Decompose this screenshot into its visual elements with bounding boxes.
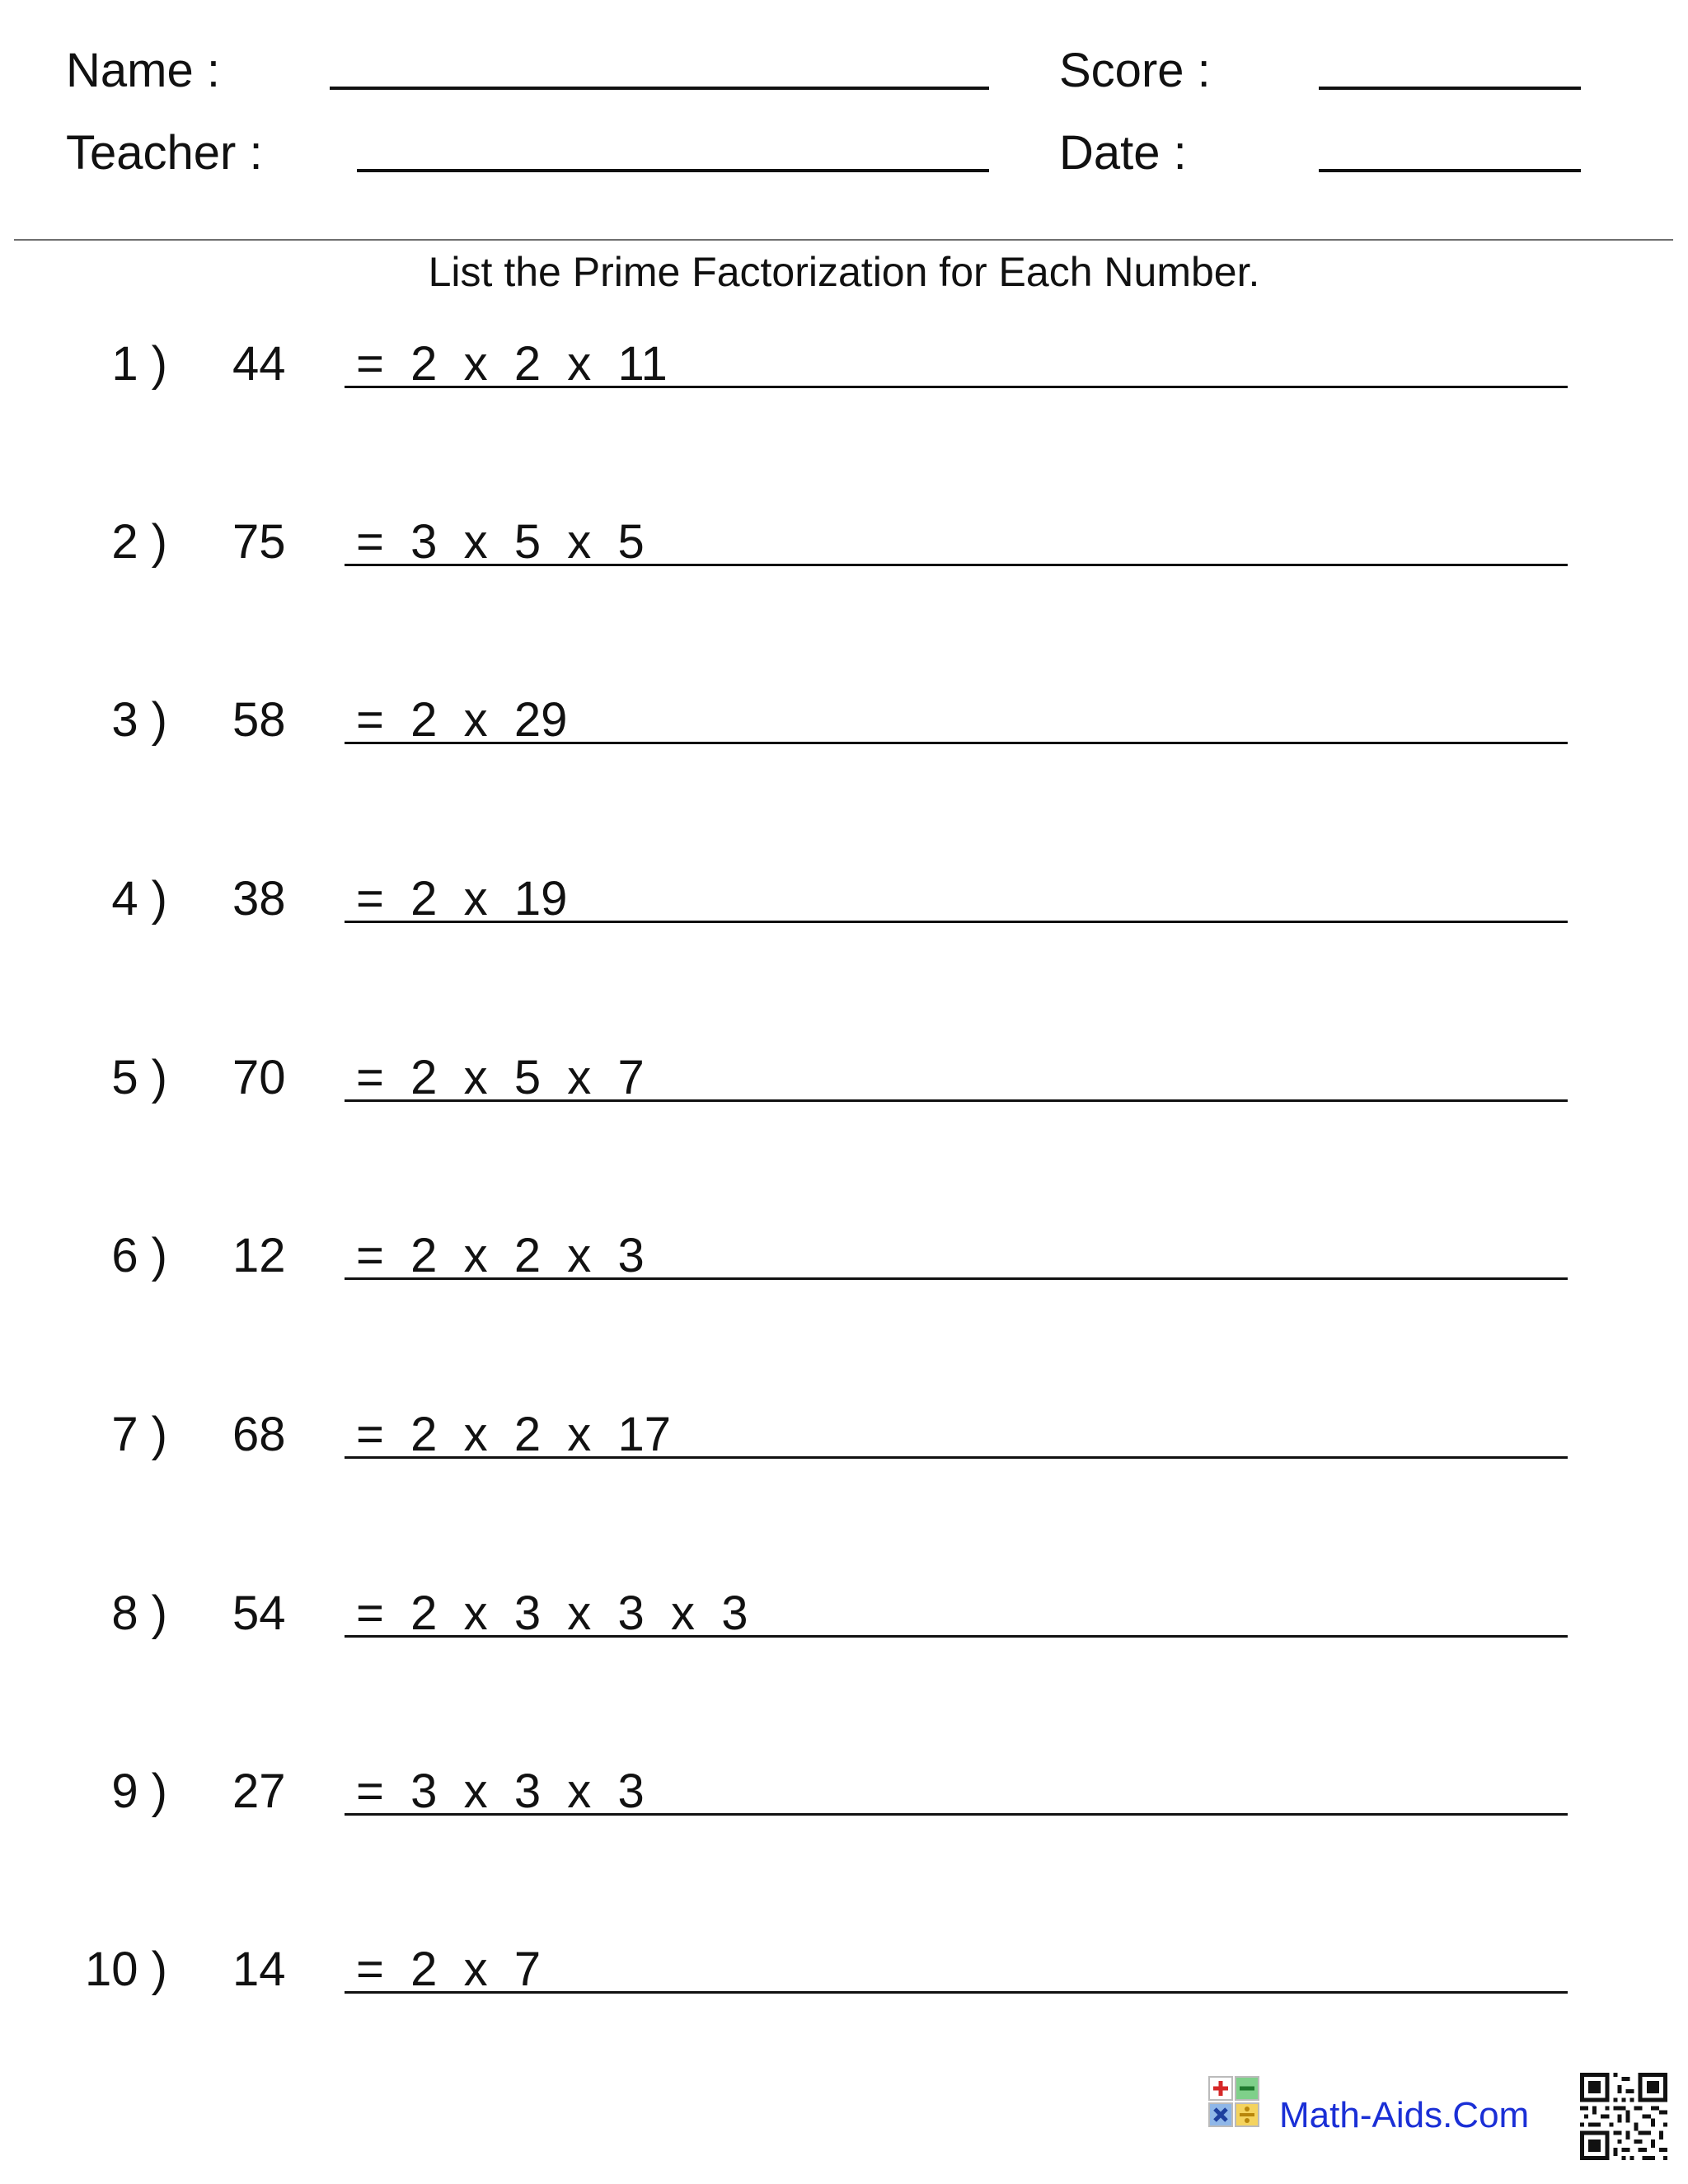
math-aids-logo-icon[interactable] bbox=[1207, 2075, 1260, 2128]
problem-row bbox=[0, 1581, 1688, 1647]
problem-row bbox=[0, 1937, 1688, 2003]
problem-value: 12 bbox=[232, 1229, 286, 1282]
site-link[interactable]: Math-Aids.Com bbox=[1279, 2095, 1530, 2135]
answer-field[interactable]: = 3 x 3 x 3 bbox=[356, 1765, 645, 1818]
answer-field[interactable]: = 2 x 29 bbox=[356, 693, 568, 747]
answer-field[interactable]: = 2 x 3 x 3 x 3 bbox=[356, 1586, 748, 1640]
name-field[interactable] bbox=[330, 87, 989, 90]
name-label: Name : bbox=[66, 44, 220, 97]
score-field[interactable] bbox=[1319, 87, 1581, 90]
answer-field[interactable]: = 2 x 2 x 17 bbox=[356, 1408, 672, 1461]
problem-number: 4 ) bbox=[111, 872, 167, 926]
answer-field[interactable]: = 2 x 2 x 3 bbox=[356, 1229, 645, 1282]
answer-field[interactable]: = 2 x 2 x 11 bbox=[356, 337, 668, 391]
problem-row bbox=[0, 1045, 1688, 1111]
problem-row bbox=[0, 1759, 1688, 1825]
problem-number: 10 ) bbox=[85, 1943, 167, 1996]
problem-row bbox=[0, 509, 1688, 575]
qr-code-icon[interactable] bbox=[1580, 2073, 1667, 2160]
instructions: List the Prime Factorization for Each Number. bbox=[428, 249, 1260, 295]
date-label: Date : bbox=[1059, 126, 1187, 180]
answer-field[interactable]: = 2 x 19 bbox=[356, 872, 568, 926]
problem-row bbox=[0, 866, 1688, 932]
problem-number: 3 ) bbox=[111, 693, 167, 747]
problem-number: 5 ) bbox=[111, 1051, 167, 1104]
teacher-field[interactable] bbox=[357, 169, 989, 172]
problem-row bbox=[0, 687, 1688, 753]
problem-number: 8 ) bbox=[111, 1586, 167, 1640]
header-divider bbox=[14, 239, 1673, 241]
problem-value: 38 bbox=[232, 872, 286, 926]
teacher-label: Teacher : bbox=[66, 126, 263, 180]
answer-field[interactable]: = 2 x 7 bbox=[356, 1943, 542, 1996]
answer-field[interactable]: = 3 x 5 x 5 bbox=[356, 515, 645, 569]
problem-value: 70 bbox=[232, 1051, 286, 1104]
problem-row bbox=[0, 1223, 1688, 1289]
problem-value: 68 bbox=[232, 1408, 286, 1461]
problem-row bbox=[0, 1402, 1688, 1468]
problem-number: 1 ) bbox=[111, 337, 167, 391]
problem-number: 6 ) bbox=[111, 1229, 167, 1282]
problem-value: 14 bbox=[232, 1943, 286, 1996]
problem-row bbox=[0, 331, 1688, 397]
answer-field[interactable]: = 2 x 5 x 7 bbox=[356, 1051, 645, 1104]
problem-value: 58 bbox=[232, 693, 286, 747]
problem-value: 54 bbox=[232, 1586, 286, 1640]
problem-value: 27 bbox=[232, 1765, 286, 1818]
problem-number: 2 ) bbox=[111, 515, 167, 569]
date-field[interactable] bbox=[1319, 169, 1581, 172]
problem-value: 44 bbox=[232, 337, 286, 391]
score-label: Score : bbox=[1059, 44, 1211, 97]
problem-number: 7 ) bbox=[111, 1408, 167, 1461]
problem-number: 9 ) bbox=[111, 1765, 167, 1818]
problem-value: 75 bbox=[232, 515, 286, 569]
